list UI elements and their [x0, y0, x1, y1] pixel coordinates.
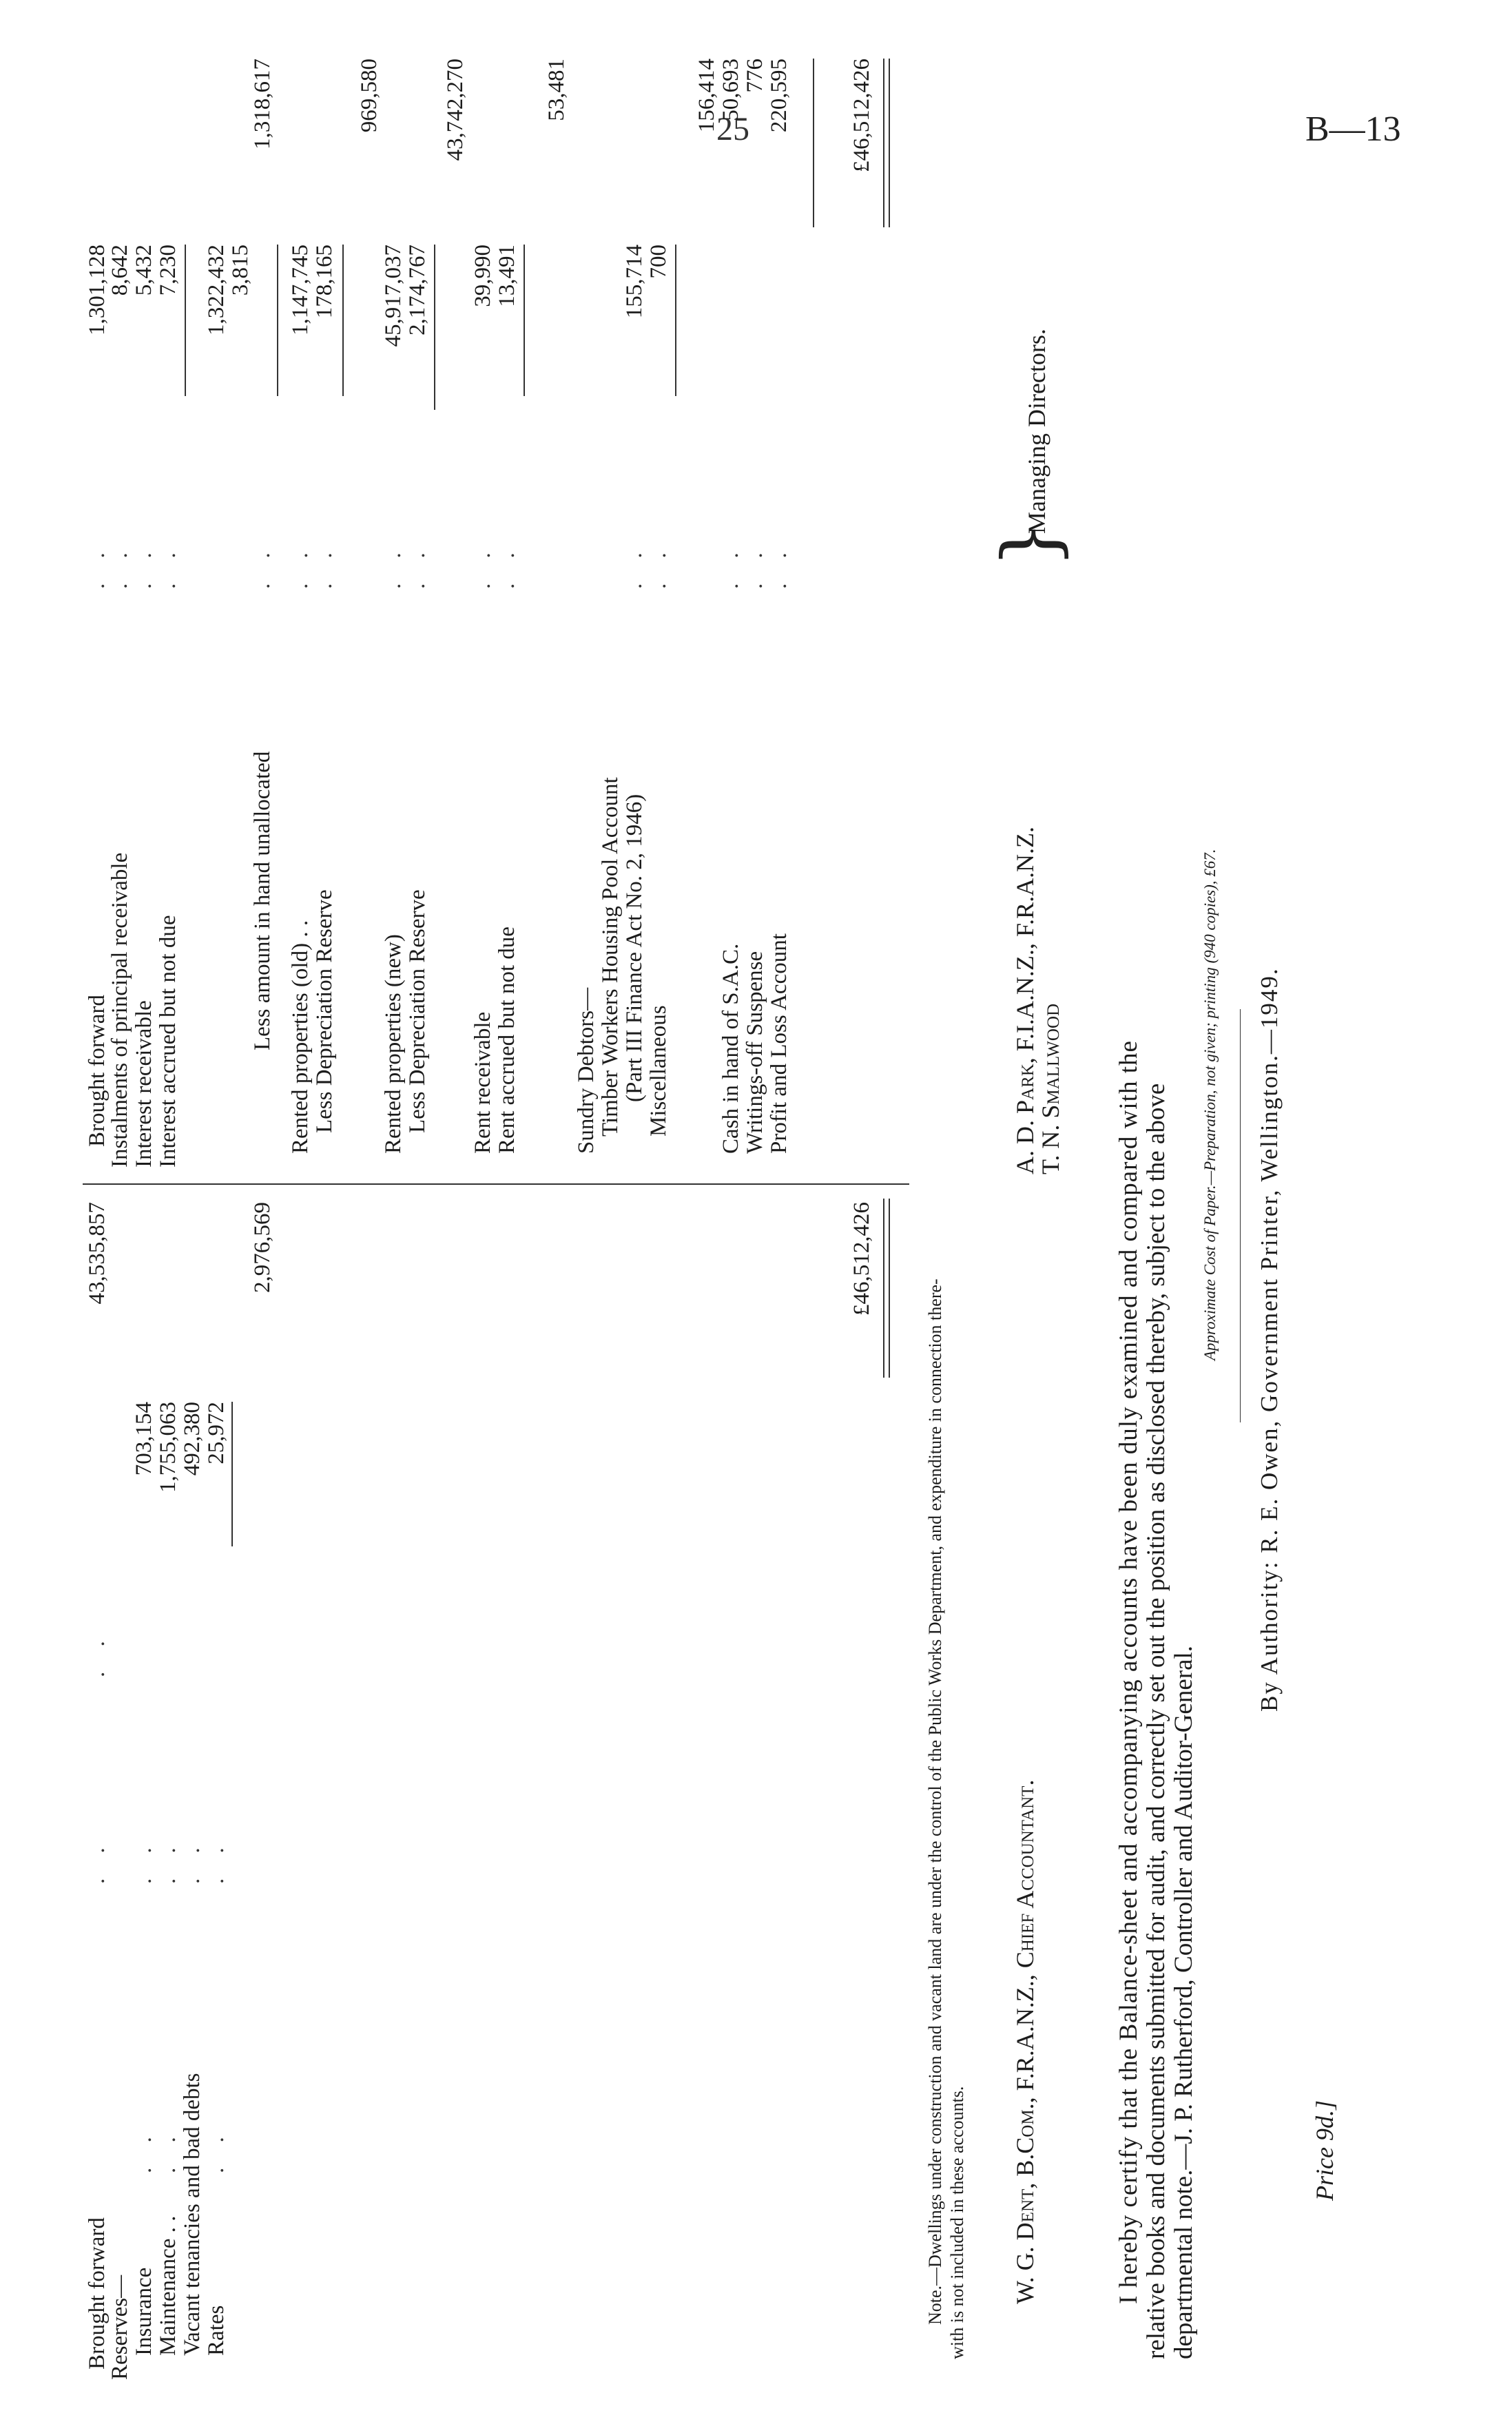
left-brought-forward-label: Brought forward [85, 2217, 110, 2370]
leader-dots: . . [132, 2127, 156, 2173]
leader-dots: . . [85, 543, 110, 589]
timber-workers-amount: 155,714 [622, 245, 647, 319]
leader-dots: . . [405, 543, 430, 589]
column-divider [83, 1183, 909, 1185]
miscellaneous-label: Miscellaneous [646, 1005, 671, 1137]
instalments-label: Instalments of principal receivable [107, 852, 132, 1168]
interest-accrued-label: Interest accrued but not due [156, 915, 180, 1168]
leader-dots: . . [132, 1838, 156, 1884]
miscellaneous-amount: 700 [646, 245, 671, 279]
authority-line: By Authority: R. E. Owen, Government Printer, Wellington.—1949. [1256, 967, 1283, 1712]
profit-loss-amount: 220,595 [767, 59, 791, 133]
rented-new-amount: 45,917,037 [381, 245, 406, 347]
managing-directors-role: Managing Directors. [1023, 329, 1050, 534]
rent-accrued-amount: 13,491 [495, 245, 519, 307]
total-sundry: 156,414 [694, 59, 719, 133]
writings-off-amount: 776 [743, 59, 767, 93]
leader-dots: . . [156, 1838, 180, 1884]
profit-loss-label: Profit and Loss Account [767, 933, 791, 1154]
reserve-amount: 1,755,063 [156, 1402, 180, 1493]
timber-workers-line2: (Part III Finance Act No. 2, 1946) [622, 794, 647, 1102]
certification-line1: I hereby certify that the Balance-sheet and accompanying accounts have been duly examined and compared with the [1115, 1040, 1143, 2304]
total-old: 969,580 [357, 59, 382, 133]
reserve-label: Maintenance . . [156, 2215, 180, 2356]
interest-receivable-label: Interest receivable [132, 1000, 156, 1168]
price: Price 9d.] [1311, 2100, 1338, 2201]
certification-line2: relative books and documents submitted for audit, and correctly set out the position as disclosed thereby, subject to the above [1142, 1083, 1170, 2359]
note-line2: with is not included in these accounts. [947, 2086, 967, 2359]
page-number: 25 [716, 111, 749, 147]
left-grand-total: £46,512,426 [849, 1202, 874, 1316]
signature-brace: } [986, 520, 1074, 568]
note-line1: Note.—Dwellings under construction and vacant land are under the control of the Public Works Department, and expenditure in connection there- [925, 1278, 945, 2325]
leader-dots: . . [85, 1838, 110, 1884]
leader-dots: . . [470, 543, 495, 589]
subtotal-rule [524, 245, 525, 396]
right-brought-forward-label: Brought forward [85, 995, 110, 1147]
leader-dots: . . [107, 543, 132, 589]
leader-dots: . . [85, 1631, 110, 1677]
leader-dots: . . [312, 543, 337, 589]
subtotal-rule [675, 245, 676, 396]
total-new: 43,742,270 [443, 59, 468, 161]
cash-amount: 50,693 [718, 59, 743, 121]
right-brought-forward-amount: 1,301,128 [85, 245, 110, 335]
reserve-amount: 703,154 [132, 1402, 156, 1476]
rented-old-label: Rented properties (old) . . [288, 920, 313, 1154]
total-double-rule [889, 1199, 890, 1378]
rent-receivable-label: Rent receivable [470, 1011, 495, 1154]
leader-dots: . . [495, 543, 519, 589]
chief-accountant-signature: W. G. Dent, B.Com., F.R.A.N.Z., Chief Accountant. [1011, 1779, 1039, 2304]
total-rent: 53,481 [544, 59, 569, 121]
reserve-amount: 25,972 [204, 1402, 229, 1464]
leader-dots: . . [622, 543, 647, 589]
interest-accrued-amount: 7,230 [156, 245, 180, 296]
leader-dots: . . [743, 543, 767, 589]
total-double-rule [883, 59, 884, 227]
rent-accrued-label: Rent accrued but not due [495, 926, 519, 1154]
document-reference: B—13 [1305, 110, 1401, 149]
timber-workers-line1: Timber Workers Housing Pool Account [598, 777, 623, 1137]
subtotal-rule [231, 1402, 233, 1546]
less-depreciation-new-amount: 2,174,767 [405, 245, 430, 335]
separator-rule [1240, 1009, 1241, 1422]
reserve-label: Rates [204, 2305, 229, 2356]
less-depreciation-new-label: Less Depreciation Reserve [405, 889, 430, 1133]
reserve-amount: 492,380 [180, 1402, 205, 1476]
subtotal-rule [185, 245, 186, 396]
less-depreciation-old-amount: 178,165 [312, 245, 337, 319]
total-a: 1,318,617 [250, 59, 275, 149]
leader-dots: . . [204, 1838, 229, 1884]
instalments-amount: 8,642 [107, 245, 132, 296]
total-double-rule [883, 1199, 884, 1378]
director-signature-1: A. D. Park, F.I.A.N.Z., F.R.A.N.Z. [1011, 826, 1039, 1174]
interest-receivable-amount: 5,432 [132, 245, 156, 296]
less-depreciation-old-label: Less Depreciation Reserve [312, 889, 337, 1133]
cost-note: Approximate Cost of Paper.—Preparation, not given; printing (940 copies), £67. [1201, 849, 1219, 1360]
reserve-label: Vacant tenancies and bad debts [180, 2073, 205, 2356]
leader-dots: . . [718, 543, 743, 589]
subtotal-rule [342, 245, 344, 396]
right-grand-total: £46,512,426 [849, 59, 874, 172]
rented-new-label: Rented properties (new) [381, 934, 406, 1154]
less-unallocated-label: Less amount in hand unallocated [250, 751, 275, 1050]
leader-dots: . . [288, 543, 313, 589]
less-unallocated-amount: 3,815 [228, 245, 253, 296]
director-signature-2: T. N. Smallwood [1037, 1003, 1064, 1174]
leader-dots: . . [250, 543, 275, 589]
leader-dots: . . [381, 543, 406, 589]
leader-dots: . . [204, 2127, 229, 2173]
total-double-rule [889, 59, 890, 227]
subtotal-rule [277, 245, 278, 396]
cash-label: Cash in hand of S.A.C. [718, 943, 743, 1154]
reserves-total: 2,976,569 [250, 1202, 275, 1293]
reserves-heading: Reserves— [107, 2275, 132, 2380]
certification-line3: departmental note.—J. P. Rutherford, Controller and Auditor-General. [1170, 1645, 1198, 2359]
leader-dots: . . [156, 2127, 180, 2173]
leader-dots: . . [767, 543, 791, 589]
subtotal-a: 1,322,432 [204, 245, 229, 335]
leader-dots: . . [646, 543, 671, 589]
writings-off-label: Writings-off Suspense [743, 951, 767, 1154]
leader-dots: . . [132, 543, 156, 589]
subtotal-rule [813, 59, 814, 227]
subtotal-rule [434, 245, 435, 410]
left-brought-forward-amount: 43,535,857 [85, 1202, 110, 1305]
leader-dots: . . [156, 543, 180, 589]
reserve-label: Insurance [132, 2267, 156, 2356]
rented-old-amount: 1,147,745 [288, 245, 313, 335]
sundry-debtors-heading: Sundry Debtors— [574, 987, 599, 1154]
leader-dots: . . [180, 1838, 205, 1884]
rent-receivable-amount: 39,990 [470, 245, 495, 307]
